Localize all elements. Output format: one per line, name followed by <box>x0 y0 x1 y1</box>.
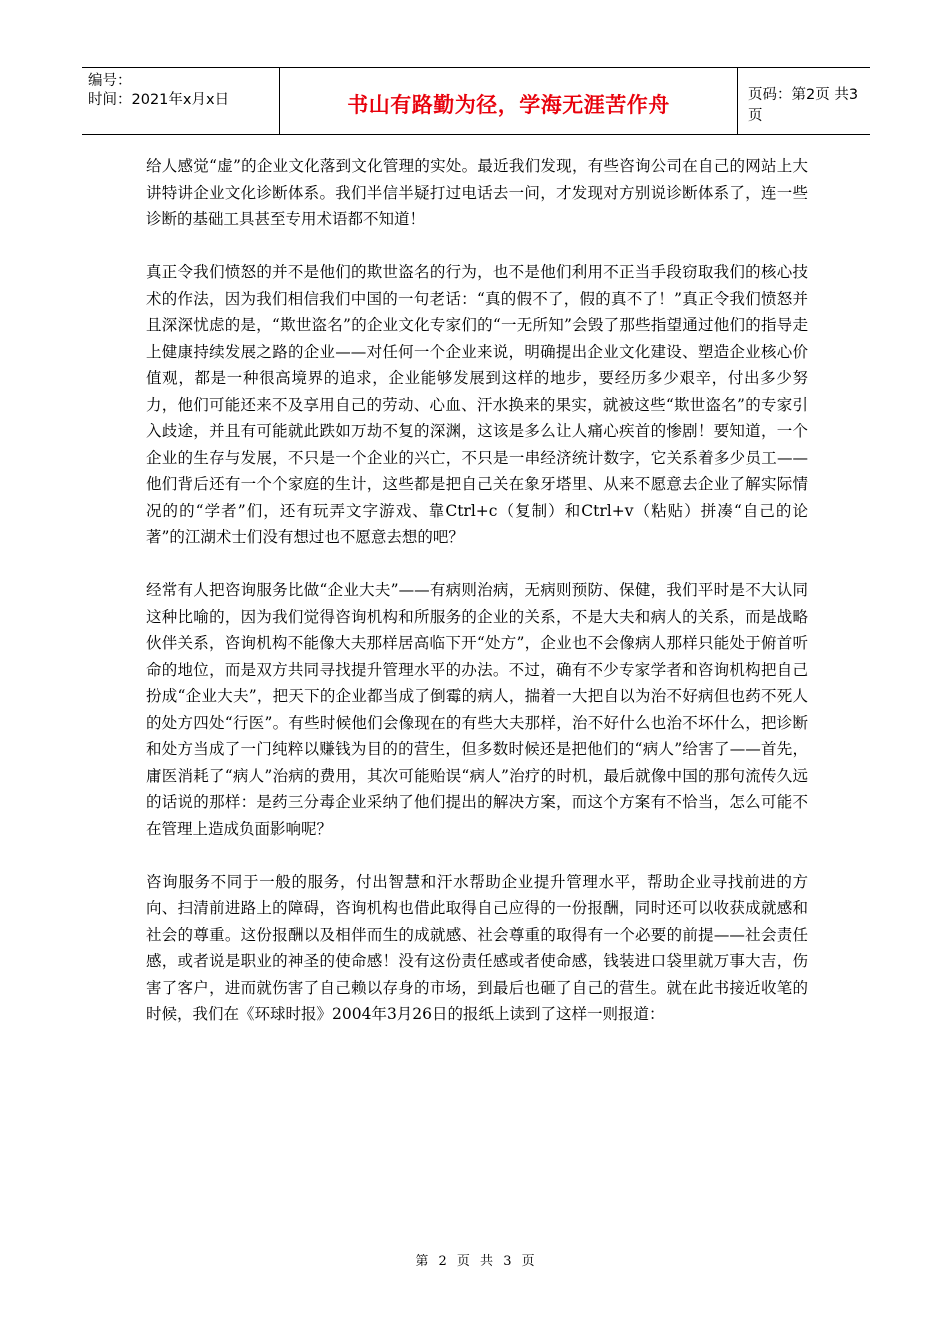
page-footer: 第 2 页 共 3 页 <box>415 1254 535 1269</box>
page-header <box>82 67 870 135</box>
paragraph-2: 真正令我们愤怒的并不是他们的欺世盗名的行为，也不是他们利用不正当手段窃取我们的核心技术的作法，因为我们相信我们中国的一句老话：“真的假不了，假的真不了！”真正令我们愤怒并且深深忧虑的是，“欺世盗名”的企业文化专家们的“一无所知”会毁了那些指望通过他们的指导走上健康持续发展之路的企业——对任何一个企业来说，明确提出企业文化建设、塑造企业核心价值观，都是一种很高境界的追求，企业能够发展到这样的地步，要经历多少艰辛，付出多少努力，他们可能还来不及享用自己的劳动、心血、汗水换来的果实，就被这些“欺世盗名”的专家引入歧途，并且有可能就此跌如万劫不复的深渊，这该是多么让人痛心疾首的惨剧！要知道，一个企业的生存与发展，不只是一个企业的兴亡，不只是一串经济统计数字，它关系着多少员工——他们背后还有一个个家庭的生计，这些都是把自己关在象牙塔里、从来不愿意去企业了解实际情况的的“学者”们，还有玩弄文字游戏、靠Ctrl+c（复制）和Ctrl+v（粘贴）拼凑“自己的论著”的江湖术士们没有想过也不愿意去想的吧？ <box>146 263 808 546</box>
paragraph-1: 给人感觉“虚”的企业文化落到文化管理的实处。最近我们发现，有些咨询公司在自己的网站上大讲特讲企业文化诊断体系。我们半信半疑打过电话去一问，才发现对方别说诊断体系了，连一些诊断的基础工具甚至专用术语都不知道！ <box>146 157 808 228</box>
header-meta <box>82 68 280 134</box>
header-motto: 书山有路勤为径，学海无涯苦作舟 <box>280 68 738 134</box>
paragraph-4: 咨询服务不同于一般的服务，付出智慧和汗水帮助企业提升管理水平，帮助企业寻找前进的方向、扫清前进路上的障碍，咨询机构也借此取得自己应得的一份报酬，同时还可以收获成就感和社会的尊重。这份报酬以及相伴而生的成就感、社会尊重的取得有一个必要的前提——社会责任感，或者说是职业的神圣的使命感！没有这份责任感或者使命感，钱装进口袋里就万事大吉，伤害了客户，进而就伤害了自己赖以存身的市场，到最后也砸了自己的营生。就在此书接近收笔的时候，我们在《环球时报》2004年3月26日的报纸上读到了这样一则报道： <box>146 872 808 1023</box>
document-number-label: 编号： <box>88 73 132 89</box>
paragraph-3: 经常有人把咨询服务比做“企业大夫”——有病则治病，无病则预防、保健，我们平时是不大认同这种比喻的，因为我们觉得咨询机构和所服务的企业的关系，不是大夫和病人的关系，而是战略伙伴关系，咨询机构不能像大夫那样居高临下开“处方”，企业也不会像病人那样只能处于俯首听命的地位，而是双方共同寻找提升管理水平的办法。不过，确有不少专家学者和咨询机构把自己扮成“企业大夫”，把天下的企业都当成了倒霉的病人，揣着一大把自以为治不好病但也药不死人的处方四处“行医”。有些时候他们会像现在的有些大夫那样，治不好什么也治不坏什么，把诊断和处方当成了一门纯粹以赚钱为目的的营生，但多数时候还是把他们的“病人”给害了——首先，庸医消耗了“病人”治病的费用，其次可能贻误“病人”治疗的时机，最后就像中国的那句流传久远的话说的那样：是药三分毒企业采纳了他们提出的解决方案，而这个方案有不恰当，怎么可能不在管理上造成负面影响呢？ <box>146 581 808 838</box>
header-page-info: 页码：第2页 共3页 <box>748 87 859 124</box>
document-date-label: 时间：2021年x月x日 <box>88 92 230 108</box>
document-body <box>146 153 808 1054</box>
